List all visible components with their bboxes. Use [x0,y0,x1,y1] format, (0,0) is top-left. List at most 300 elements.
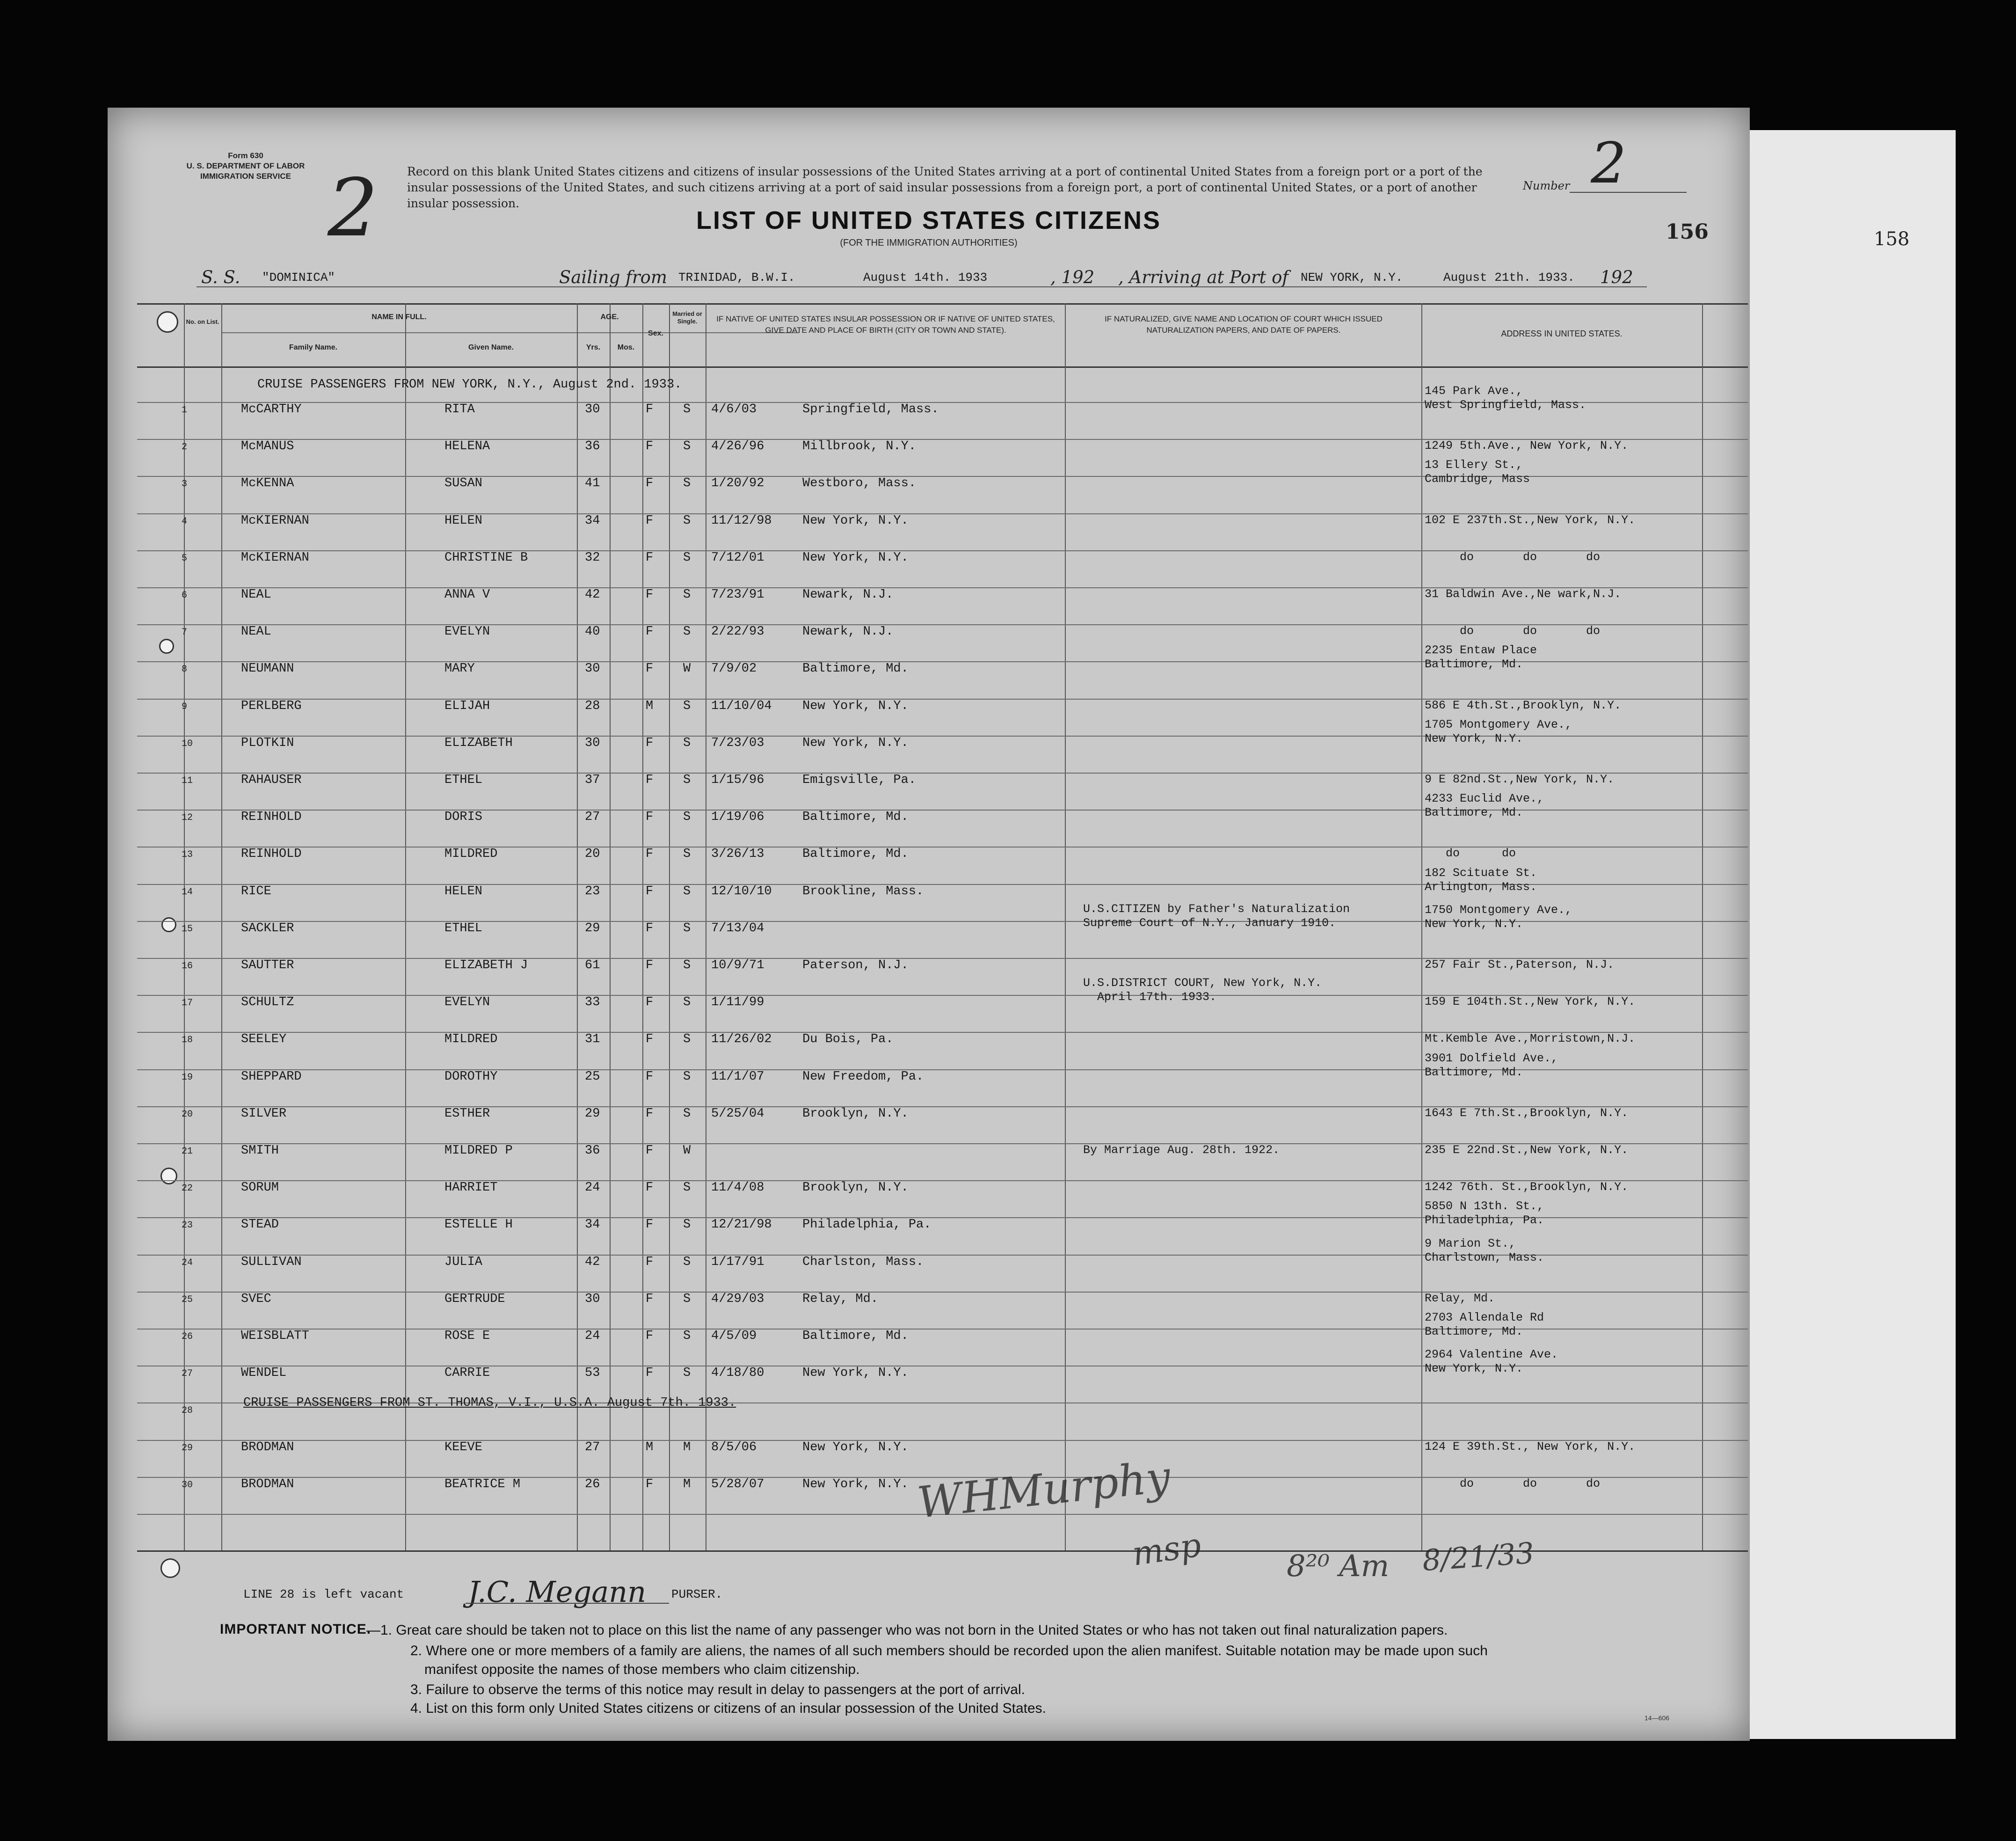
marital-status: S [683,1181,691,1195]
family-name: NEAL [241,588,271,602]
family-name: SHEPPARD [241,1069,302,1084]
line-number: 7 [182,627,188,638]
sex: F [646,402,654,416]
sex: F [646,1366,654,1381]
age-years: 28 [585,699,600,713]
line-number: 24 [182,1257,193,1268]
address: 124 E 39th.St., New York, N.Y. [1425,1439,1636,1454]
line-number: 26 [182,1331,193,1342]
family-name: PERLBERG [241,699,302,713]
sex: F [646,588,654,602]
family-name: SEELEY [241,1032,287,1047]
marital-status: S [683,1329,691,1343]
sex: F [646,1181,654,1195]
family-name: SULLIVAN [241,1255,302,1269]
age-years: 27 [585,1440,600,1454]
marital-status: S [683,773,691,787]
line-number: 20 [182,1109,193,1120]
age-years: 27 [585,810,600,825]
age-years: 26 [585,1477,600,1491]
family-name: BRODMAN [241,1440,294,1454]
given-name: RITA [444,402,475,416]
binder-hole [160,1558,180,1578]
form-code: 14—606 [1645,1714,1669,1722]
birth-place: Springfield, Mass. [802,402,939,416]
line-number: 4 [182,516,188,527]
marital-status: S [683,1292,691,1306]
birth-place: Newark, N.J. [802,625,894,639]
given-name: ETHEL [444,921,483,935]
given-name: HELENA [444,439,490,454]
given-name: ELIZABETH [444,736,513,750]
inspector-signature: WHMurphy [915,1451,1173,1528]
address: 1750 Montgomery Ave., New York, N.Y. [1425,903,1572,931]
sex: F [646,1218,654,1232]
number-value: 2 [1591,131,1627,196]
column-divider [405,303,406,1550]
age-years: 25 [585,1069,600,1084]
birth-date: 11/4/08 [711,1181,764,1195]
notice-item-1: —1. Great care should be taken not to place on this list the name of any passenger who was not born in the United States or who has not taken out final naturalization papers. [366,1622,1448,1638]
marital-status: S [683,810,691,825]
address: 182 Scituate St. Arlington, Mass. [1425,866,1537,894]
birth-place: Relay, Md. [802,1292,879,1306]
given-name: ETHEL [444,773,483,787]
birth-place: Baltimore, Md. [802,810,909,825]
vacant-line-note: LINE 28 is left vacant [243,1587,404,1601]
form-identifier: Form 630 U. S. DEPARTMENT OF LABOR IMMIGRATION SERVICE [186,151,305,181]
section-heading: CRUISE PASSENGERS FROM NEW YORK, N.Y., August 2nd. 1933. [257,378,682,392]
age-years: 41 [585,476,600,491]
header-family-name: Family Name. [289,343,338,351]
ship-name: "DOMINICA" [262,270,335,285]
line-number: 18 [182,1035,193,1046]
line-number: 27 [182,1368,193,1380]
address: 9 E 82nd.St.,New York, N.Y. [1425,773,1615,786]
header-line-no: No. on List. [186,318,219,325]
header-bottom-border [137,366,1748,368]
notice-item-2-cont: manifest opposite the names of those members who claim citizenship. [424,1662,860,1677]
address: 1249 5th.Ave., New York, N.Y. [1425,439,1629,453]
birth-date: 2/22/93 [711,625,764,639]
birth-place: Emigsville, Pa. [802,773,917,787]
family-name: SCHULTZ [241,995,294,1010]
birth-date: 3/26/13 [711,847,764,862]
line-number: 8 [182,664,188,675]
sex: F [646,625,654,639]
purser-label: PURSER. [671,1587,723,1601]
address: 3901 Dolfield Ave., Baltimore, Md. [1425,1051,1558,1079]
header-address: ADDRESS IN UNITED STATES. [1501,329,1623,338]
given-name: HARRIET [444,1181,498,1195]
departure-port: TRINIDAD, B.W.I. [678,270,795,285]
birth-date: 8/5/06 [711,1440,757,1454]
marital-status: S [683,699,691,713]
birth-place: New York, N.Y. [802,1440,909,1454]
birth-place: Baltimore, Md. [802,662,909,676]
age-years: 24 [585,1329,600,1343]
family-name: SMITH [241,1144,279,1158]
family-name: SORUM [241,1181,279,1195]
header-age: AGE. [600,313,619,321]
family-name: McMANUS [241,439,294,454]
family-name: RICE [241,884,271,899]
line-number: 29 [182,1442,193,1454]
row-line [137,1292,1748,1293]
address: 2235 Entaw Place Baltimore, Md. [1425,643,1537,672]
year-suffix: , 192 [1050,267,1095,287]
family-name: PLOTKIN [241,736,294,750]
sex: F [646,1255,654,1269]
family-name: NEAL [241,625,271,639]
table-top-border [137,303,1748,305]
line-number: 25 [182,1294,193,1305]
birth-place: Baltimore, Md. [802,1329,909,1343]
birth-date: 1/20/92 [711,476,764,491]
birth-date: 7/12/01 [711,550,764,565]
address: 2703 Allendale Rd Baltimore, Md. [1425,1311,1544,1338]
sex: F [646,1032,654,1047]
age-years: 53 [585,1366,600,1381]
family-name: SILVER [241,1106,287,1121]
address: 31 Baldwin Ave.,Ne wark,N.J. [1425,587,1622,601]
header-sex: Sex. [648,329,663,337]
age-years: 31 [585,1032,600,1047]
marital-status: S [683,625,691,639]
header-given-name: Given Name. [468,343,514,351]
sex: F [646,439,654,454]
age-years: 24 [585,1181,600,1195]
address: do do do [1425,1476,1601,1490]
family-name: McKENNA [241,476,294,491]
adjacent-page-number: 158 [1874,228,1910,250]
sex: F [646,995,654,1010]
age-years: 36 [585,1144,600,1158]
sex: F [646,662,654,676]
date-annotation: 8/21/33 [1421,1535,1536,1578]
given-name: HELEN [444,884,483,899]
marital-status: S [683,1366,691,1381]
marital-status: W [683,1144,691,1158]
line-number: 17 [182,998,193,1009]
given-name: JULIA [444,1255,483,1269]
marital-status: S [683,439,691,454]
notice-title: IMPORTANT NOTICE. [220,1622,371,1637]
sailing-underline [197,286,1647,287]
arriving-label: , Arriving at Port of [1118,267,1289,287]
handwritten-list-number: 2 [328,162,378,255]
birth-place: New York, N.Y. [802,1366,909,1381]
birth-date: 1/17/91 [711,1255,764,1269]
purser-signature: J.C. Megann [468,1575,647,1609]
age-years: 30 [585,402,600,416]
age-years: 42 [585,1255,600,1269]
address: 159 E 104th.St.,New York, N.Y. [1425,995,1636,1009]
birth-date: 11/12/98 [711,513,772,528]
birth-date: 4/18/80 [711,1366,764,1381]
age-years: 37 [585,773,600,787]
age-years: 42 [585,588,600,602]
address: 235 E 22nd.St.,New York, N.Y. [1425,1143,1629,1157]
column-divider [642,303,643,1550]
marital-status: M [683,1477,691,1491]
marital-status: S [683,1069,691,1084]
age-years: 30 [585,662,600,676]
age-years: 36 [585,439,600,454]
birth-date: 11/10/04 [711,699,772,713]
sex: M [646,699,654,713]
sex: M [646,1440,654,1454]
given-name: MILDRED P [444,1144,513,1158]
marital-status: S [683,1218,691,1232]
header-birth-info: IF NATIVE OF UNITED STATES INSULAR POSSESSION OR IF NATIVE OF UNITED STATES, GIVE DATE AND PLACE OF BIRTH (CITY OR TOWN AND STATE). [716,314,1055,335]
marital-status: S [683,736,691,750]
birth-place: New York, N.Y. [802,1477,909,1491]
address: 257 Fair St.,Paterson, N.J. [1425,958,1615,972]
section-heading: CRUISE PASSENGERS FROM ST. THOMAS, V.I., U.S.A. August 7th. 1933. [243,1396,736,1410]
line-number: 3 [182,479,188,490]
line-number: 10 [182,738,193,749]
page-title: LIST OF UNITED STATES CITIZENS [696,206,1161,234]
birth-date: 4/5/09 [711,1329,757,1343]
column-divider [1702,303,1703,1550]
given-name: DORIS [444,810,483,825]
ss-label: S. S. [201,267,240,287]
naturalization-info: By Marriage Aug. 28th. 1922. [1083,1143,1280,1157]
marital-status: S [683,921,691,935]
birth-place: New York, N.Y. [802,736,909,750]
line-number: 21 [182,1146,193,1157]
marital-status: S [683,847,691,862]
birth-date: 12/10/10 [711,884,772,899]
given-name: ANNA V [444,588,490,602]
age-years: 23 [585,884,600,899]
sex: F [646,513,654,528]
naturalization-info: U.S.DISTRICT COURT, New York, N.Y. April 17th. 1933. [1083,976,1322,1004]
marital-status: S [683,958,691,972]
given-name: EVELYN [444,995,490,1010]
address: 5850 N 13th. St., Philadelphia, Pa. [1425,1199,1544,1227]
birth-place: Du Bois, Pa. [802,1032,894,1047]
family-name: SVEC [241,1292,271,1306]
column-divider [610,303,611,1550]
given-name: CHRISTINE B [444,550,528,565]
birth-date: 5/28/07 [711,1477,764,1491]
birth-place: Baltimore, Md. [802,847,909,862]
family-name: RAHAUSER [241,773,302,787]
header-name-in-full: NAME IN FULL. [371,313,427,321]
sex: F [646,1477,654,1491]
given-name: MILDRED [444,847,498,862]
marital-status: S [683,402,691,416]
birth-date: 4/26/96 [711,439,764,454]
birth-place: Paterson, N.J. [802,958,909,972]
sex: F [646,958,654,972]
birth-date: 1/11/99 [711,995,764,1010]
birth-date: 12/21/98 [711,1218,772,1232]
birth-place: Brookline, Mass. [802,884,924,899]
given-name: ELIZABETH J [444,958,528,972]
marital-status: S [683,1032,691,1047]
address: do do do [1425,624,1601,638]
line-number: 16 [182,961,193,972]
column-divider [577,303,578,1550]
marital-status: S [683,1106,691,1121]
given-name: MARY [444,662,475,676]
given-name: ELIJAH [444,699,490,713]
birth-place: Philadelphia, Pa. [802,1218,932,1232]
line-number: 6 [182,590,188,601]
address: Relay, Md. [1425,1291,1495,1305]
birth-place: Brooklyn, N.Y. [802,1106,909,1121]
address: do do [1425,847,1516,861]
birth-place: Charlston, Mass. [802,1255,924,1269]
age-years: 33 [585,995,600,1010]
time-annotation: 8²⁰ Am [1287,1549,1390,1584]
line-number: 19 [182,1072,193,1083]
marital-status: S [683,588,691,602]
family-name: WENDEL [241,1366,287,1381]
page-number: 156 [1666,220,1709,244]
column-divider [1065,303,1066,1550]
sex: F [646,1069,654,1084]
marital-status: S [683,884,691,899]
line-number: 15 [182,923,193,935]
line-number: 28 [182,1405,193,1417]
page-subtitle: (FOR THE IMMIGRATION AUTHORITIES) [840,238,1018,248]
given-name: DOROTHY [444,1069,498,1084]
given-name: GERTRUDE [444,1292,505,1306]
line-number: 2 [182,442,188,453]
birth-date: 4/29/03 [711,1292,764,1306]
departure-date: August 14th. 1933 [863,270,988,285]
signature-underline [466,1603,669,1604]
line-number: 23 [182,1220,193,1231]
birth-place: New York, N.Y. [802,550,909,565]
header-married-single: Married or Single. [672,310,702,325]
sex: F [646,810,654,825]
address: 1705 Montgomery Ave., New York, N.Y. [1425,717,1572,745]
address: 9 Marion St., Charlstown, Mass. [1425,1236,1544,1264]
birth-date: 7/13/04 [711,921,764,935]
address: 145 Park Ave., West Springfield, Mass. [1425,384,1587,412]
notice-item-2: 2. Where one or more members of a family are aliens, the names of all such members should be recorded upon the alien manifest. Suitable notation may be made upon such [410,1643,1488,1658]
birth-date: 4/6/03 [711,402,757,416]
header-age-months: Mos. [617,343,635,351]
notice-item-3: 3. Failure to observe the terms of this notice may result in delay to passengers at the port of arrival. [410,1682,1025,1697]
address: 586 E 4th.St.,Brooklyn, N.Y. [1425,698,1622,712]
age-years: 32 [585,550,600,565]
family-name: REINHOLD [241,810,302,825]
sex: F [646,736,654,750]
sex: F [646,1329,654,1343]
age-years: 34 [585,513,600,528]
address: 1643 E 7th.St.,Brooklyn, N.Y. [1425,1106,1629,1120]
birth-date: 11/26/02 [711,1032,772,1047]
address: 102 E 237th.St.,New York, N.Y. [1425,513,1636,527]
age-years: 29 [585,1106,600,1121]
line-number: 22 [182,1183,193,1194]
birth-date: 1/19/06 [711,810,764,825]
given-name: ROSE E [444,1329,490,1343]
address: 1242 76th. St.,Brooklyn, N.Y. [1425,1180,1629,1194]
header-naturalization: IF NATURALIZED, GIVE NAME AND LOCATION OF COURT WHICH ISSUED NATURALIZATION PAPERS, AND DATE OF PAPERS. [1105,314,1383,335]
address: 13 Ellery St., Cambridge, Mass [1425,458,1530,486]
birth-place: Westboro, Mass. [802,476,917,491]
number-label: Number [1523,179,1570,192]
family-name: McKIERNAN [241,550,309,565]
year-suffix-2: 192 [1600,267,1633,287]
given-name: MILDRED [444,1032,498,1047]
birth-place: Newark, N.J. [802,588,894,602]
birth-date: 7/23/91 [711,588,764,602]
line-number: 30 [182,1479,193,1490]
line-number: 14 [182,886,193,898]
family-name: SACKLER [241,921,294,935]
family-name: McCARTHY [241,402,302,416]
notice-item-4: 4. List on this form only United States citizens or citizens of an insular possession of the United States. [410,1701,1047,1716]
birth-date: 5/25/04 [711,1106,764,1121]
marital-status: S [683,995,691,1010]
marital-status: S [683,476,691,491]
adjacent-page-strip [1750,130,1956,1739]
birth-place: New York, N.Y. [802,699,909,713]
family-name: BRODMAN [241,1477,294,1491]
address: 4233 Euclid Ave., Baltimore, Md. [1425,792,1544,820]
naturalization-info: U.S.CITIZEN by Father's Naturalization Supreme Court of N.Y., January 1910. [1083,902,1350,930]
given-name: EVELYN [444,625,490,639]
address: Mt.Kemble Ave.,Morristown,N.J. [1425,1032,1636,1046]
inspector-initials: msp [1130,1526,1204,1573]
line-number: 9 [182,701,188,712]
address: do do do [1425,550,1601,564]
arrival-port: NEW YORK, N.Y. [1301,270,1403,285]
birth-place: Millbrook, N.Y. [802,439,917,454]
sex: F [646,773,654,787]
age-years: 30 [585,736,600,750]
sex: F [646,1292,654,1306]
family-name: NEUMANN [241,662,294,676]
number-underline [1570,192,1687,193]
intro-instructions: Record on this blank United States citizens and citizens of insular possessions of the United States arriving at a port of continental United States from a foreign port or a port of the insular possessions of the United States, and such citizens arriving at a port of said insular possessions from a foreign port, a port of continental United States, or a port of another insular possession. [407,165,1483,210]
arrival-date: August 21th. 1933. [1443,270,1575,285]
line-number: 1 [182,405,188,416]
header-age-years: Yrs. [586,343,601,351]
given-name: CARRIE [444,1366,490,1381]
marital-status: S [683,1255,691,1269]
sex: F [646,550,654,565]
birth-date: 7/9/02 [711,662,757,676]
birth-date: 1/15/96 [711,773,764,787]
marital-status: M [683,1440,691,1454]
column-divider [669,303,670,1550]
birth-date: 11/1/07 [711,1069,764,1084]
age-years: 29 [585,921,600,935]
sex: F [646,476,654,491]
sailing-from-label: Sailing from [559,267,667,287]
family-name: REINHOLD [241,847,302,862]
column-divider [1421,303,1422,1550]
line-number: 5 [182,553,188,564]
marital-status: S [683,513,691,528]
given-name: SUSAN [444,476,483,491]
birth-date: 10/9/71 [711,958,764,972]
line-number: 11 [182,775,193,786]
family-name: SAUTTER [241,958,294,972]
birth-place: New Freedom, Pa. [802,1069,924,1084]
given-name: ESTHER [444,1106,490,1121]
given-name: HELEN [444,513,483,528]
